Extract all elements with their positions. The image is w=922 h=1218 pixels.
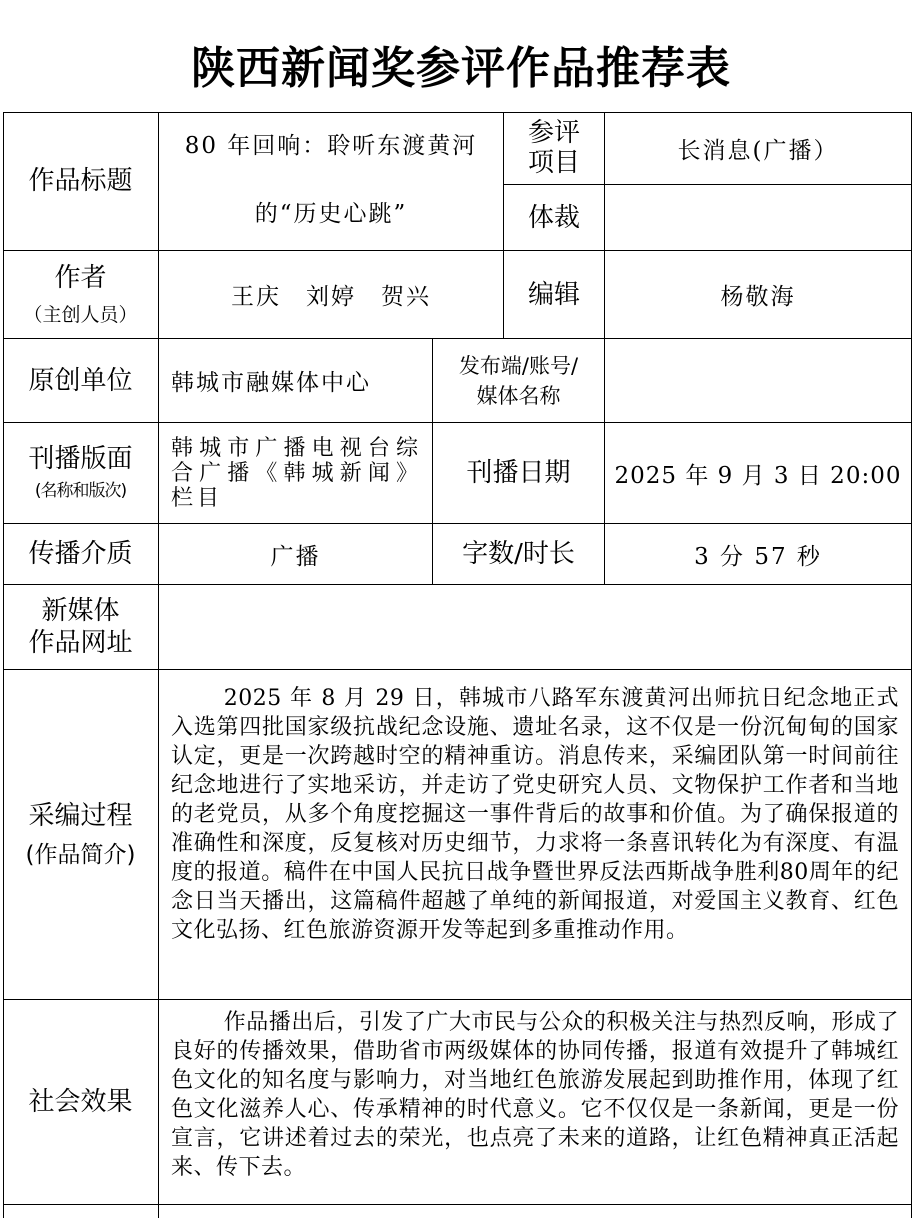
category-label bbox=[504, 112, 604, 184]
layout-value: 韩城市广播电视台综合广播《韩城新闻》栏目 bbox=[171, 435, 422, 511]
layout-value-cell bbox=[159, 423, 432, 523]
category-label-line1: 参评 bbox=[527, 118, 580, 148]
layout-label: 刊播版面 bbox=[28, 444, 133, 474]
category-label-line2: 项目 bbox=[527, 148, 580, 178]
url-label-line1: 新媒体 bbox=[41, 596, 120, 626]
date-value: 2025 年 9 月 3 日 20:00 bbox=[614, 462, 902, 489]
title-value bbox=[159, 112, 503, 250]
process-text: 2025 年 8 月 29 日，韩城市八路军东渡黄河出师抗日纪念地正式入选第四批国家级抗战纪念设施、遗址名录，这不仅是一份沉甸甸的国家认定，更是一次跨越时空的精神重访。消息传来，采编团队第一时间前往纪念地进行了实地采访，并走访了党史研究人员、文物保护工作者和当地的老党员，从多个角度挖掘这一事件背后的故事和价值。为了确保报道的准确性和深度，反复核对历史细节，力求将一条喜讯转化为有深度、有温度的报道。稿件在中国人民抗日战争暨世界反法西斯战争胜利80周年的纪念日当天播出，这篇稿件超越了单纯的新闻报道，对爱国主义教育、红色文化弘扬、红色旅游资源开发等起到多重推动作用。 bbox=[171, 686, 899, 943]
publisher-label-line2: 媒体名称 bbox=[476, 383, 561, 408]
url-value bbox=[159, 585, 911, 669]
effect-text-cell bbox=[159, 1000, 911, 1204]
page-title: 陕西新闻奖参评作品推荐表 bbox=[191, 43, 731, 94]
length-value: 3 分 57 秒 bbox=[694, 543, 822, 570]
author-value: 王庆 刘婷 贺兴 bbox=[231, 284, 431, 310]
author-label: 作者 bbox=[54, 262, 107, 293]
effect-text: 作品播出后，引发了广大市民与公众的积极关注与热烈反响，形成了良好的传播效果，借助省市两级媒体的协同传播，报道有效提升了韩城红色文化的知名度与影响力，对当地红色旅游发展起到助推作用，体现了红色文化滋养人心、传承精神的时代意义。它不仅仅是一条新闻，更是一份宣言，它讲述着过去的荣光，也点亮了未来的道路，让红色精神真正活起来、传下去。 bbox=[171, 1010, 899, 1180]
genre-value bbox=[605, 185, 911, 250]
url-label bbox=[3, 585, 158, 669]
editor-label: 编辑 bbox=[527, 279, 580, 310]
effect-label: 社会效果 bbox=[28, 1087, 133, 1117]
publisher-label-line1: 发布端/账号/ bbox=[458, 353, 579, 378]
title-label: 作品标题 bbox=[28, 166, 133, 196]
medium-value: 广播 bbox=[270, 543, 321, 570]
author-label-cell bbox=[3, 251, 158, 338]
process-text-cell bbox=[159, 670, 911, 999]
editor-value: 杨敬海 bbox=[720, 284, 796, 310]
table-border-right bbox=[911, 112, 912, 1218]
length-label: 字数/时长 bbox=[462, 539, 575, 569]
medium-label: 传播介质 bbox=[28, 539, 133, 569]
genre-label: 体裁 bbox=[527, 202, 580, 233]
process-label-cell bbox=[3, 670, 158, 999]
title-value-line1: 80 年回响：聆听东渡黄河 bbox=[184, 133, 478, 159]
table-line bbox=[3, 1204, 912, 1205]
title-value-line2: 的“历史心跳” bbox=[254, 201, 408, 227]
author-sublabel: （主创人员） bbox=[23, 303, 138, 326]
date-label: 刊播日期 bbox=[466, 458, 571, 488]
publisher-label bbox=[433, 339, 604, 422]
layout-sublabel: (名称和版次) bbox=[34, 481, 127, 501]
unit-label: 原创单位 bbox=[28, 365, 133, 396]
url-label-line2: 作品网址 bbox=[28, 628, 133, 658]
publisher-value bbox=[605, 339, 911, 422]
category-value: 长消息(广播） bbox=[677, 138, 839, 164]
process-label: 采编过程 bbox=[28, 800, 133, 831]
process-sublabel: (作品简介) bbox=[25, 841, 136, 868]
layout-label-cell bbox=[3, 423, 158, 523]
unit-value: 韩城市融媒体中心 bbox=[171, 370, 371, 396]
